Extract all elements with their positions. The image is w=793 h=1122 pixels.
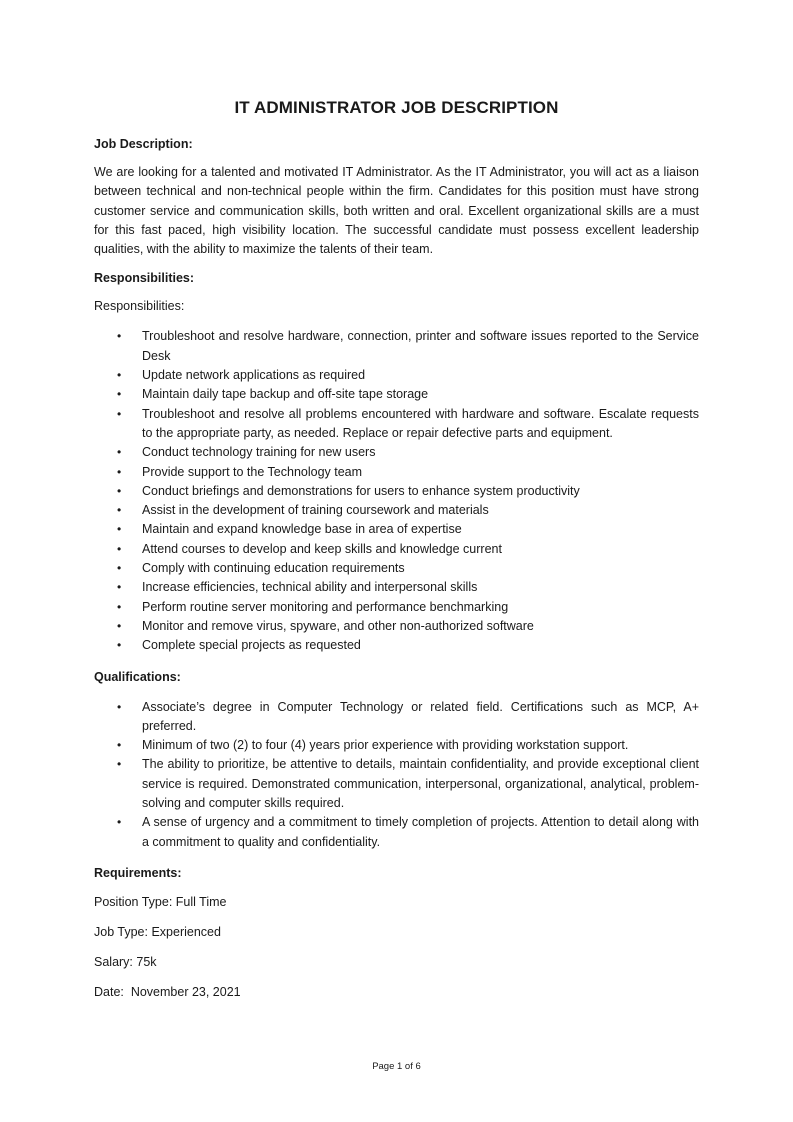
responsibilities-list [94,327,699,655]
bullet-icon: • [117,599,122,614]
list-item-text: Monitor and remove virus, spyware, and other non-authorized software [142,618,534,633]
bullet-icon: • [117,561,122,576]
list-item-text: Comply with continuing education requirements [142,561,405,576]
bullet-icon: • [117,580,122,595]
job-description-heading: Job Description: [94,137,193,151]
bullet-icon: • [117,618,122,633]
list-item-text: Assist in the development of training coursework and materials [142,503,489,518]
bullet-icon: • [117,464,122,479]
list-item-text: Provide support to the Technology team [142,464,363,479]
list-item [94,520,699,539]
list-item [94,540,699,559]
bullet-icon: • [117,329,122,344]
list-item [94,482,699,501]
bullet-icon: • [117,738,122,753]
list-item [94,366,699,385]
page-footer: Page 1 of 6 [372,1061,421,1072]
bullet-icon: • [117,503,122,518]
list-item-text: The ability to prioritize, be attentive to details, maintain confidentiality, and provide exceptional client service is required. Demonstrated communication, interpersonal, organizational, analytical, problem-solving and computer skills required. [142,757,699,811]
qualifications-list [94,698,699,852]
job-description-text: We are looking for a talented and motivated IT Administrator. As the IT Administrator, you will act as a liaison between technical and non-technical people within the firm. Candidates for this position must have strong customer service and communication skills, both written and oral. Excellent organizational skills are a must for this fast paced, high visibility location. The successful candidate must possess excellent leadership qualities, with the ability to maximize the talents of their team. [94,165,699,257]
list-item [94,405,699,444]
list-item-text: Maintain daily tape backup and off-site tape storage [142,387,429,402]
list-item-text: Maintain and expand knowledge base in area of expertise [142,522,462,537]
list-item [94,463,699,482]
list-item [94,698,699,737]
list-item-text: A sense of urgency and a commitment to timely completion of projects. Attention to detail along with a commitment to quality and confidentiality. [142,815,699,849]
list-item [94,736,699,755]
requirements-heading: Requirements: [94,865,182,880]
list-item [94,578,699,597]
bullet-icon: • [117,699,122,714]
position-type: Position Type: Full Time [94,894,227,909]
document-body [94,97,699,1013]
list-item-text: Associate’s degree in Computer Technology or related field. Certifications such as MCP, A+ preferred. [142,699,699,733]
list-item-text: Increase efficiencies, technical ability and interpersonal skills [142,580,478,595]
qualifications-heading: Qualifications: [94,669,181,684]
job-type: Job Type: Experienced [94,924,221,939]
bullet-icon: • [117,445,122,460]
list-item-text: Conduct briefings and demonstrations for users to enhance system productivity [142,483,580,498]
bullet-icon: • [117,638,122,653]
list-item [94,617,699,636]
list-item-text: Attend courses to develop and keep skills and knowledge current [142,541,502,556]
salary: Salary: 75k [94,954,157,969]
bullet-icon: • [117,815,122,830]
list-item [94,385,699,404]
list-item-text: Conduct technology training for new users [142,445,376,460]
list-item [94,559,699,578]
list-item-text: Minimum of two (2) to four (4) years prior experience with providing workstation support. [142,738,629,753]
list-item [94,443,699,462]
document-title: IT ADMINISTRATOR JOB DESCRIPTION [234,98,559,117]
bullet-icon: • [117,757,122,772]
list-item [94,598,699,617]
responsibilities-subheading: Responsibilities: [94,299,185,314]
list-item-text: Perform routine server monitoring and performance benchmarking [142,599,509,614]
bullet-icon: • [117,541,122,556]
list-item-text: Troubleshoot and resolve all problems encountered with hardware and software. Escalate requests to the appropriate party, as needed. Replace or repair defective parts and equipment. [142,406,699,440]
list-item [94,327,699,366]
list-item [94,755,699,813]
list-item-text: Troubleshoot and resolve hardware, connection, printer and software issues reported to the Service Desk [142,329,699,363]
bullet-icon: • [117,522,122,537]
list-item [94,813,699,852]
bullet-icon: • [117,483,122,498]
list-item [94,636,699,655]
list-item-text: Update network applications as required [142,368,366,383]
list-item [94,501,699,520]
list-item-text: Complete special projects as requested [142,638,361,653]
date: Date: November 23, 2021 [94,984,241,999]
responsibilities-heading: Responsibilities: [94,271,195,286]
bullet-icon: • [117,406,122,421]
bullet-icon: • [117,368,122,383]
bullet-icon: • [117,387,122,402]
